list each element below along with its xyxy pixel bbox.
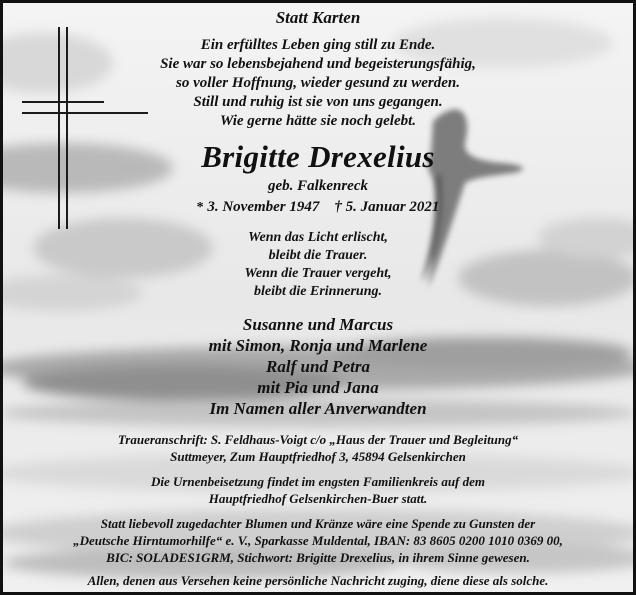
poem-mid-line-1: Wenn das Licht erlischt, [248,230,388,245]
burial-line-1: Die Urnenbeisetzung findet im engsten Familienkreis auf dem [150,474,486,489]
mourner-line-4: mit Pia und Jana [257,378,379,397]
mourner-line-3: Ralf und Petra [266,357,370,376]
mourner-line-5: Im Namen aller Anverwandten [209,399,427,418]
poem-mid-line-2: bleibt die Trauer. [268,248,368,263]
birth-date: 3. November 1947 [207,199,320,215]
death-date: 5. Januar 2021 [345,199,440,215]
header-statt-karten: Statt Karten [275,8,361,27]
donation-line-3: BIC: SOLADES1GRM, Stichwort: Brigitte Drexelius, in ihrem Sinne gewesen. [106,550,530,565]
donation-line-2: „Deutsche Hirntumorhilfe“ e. V., Sparkasse Muldental, IBAN: 83 8605 0200 1010 0369 00, [73,533,563,548]
burial-line-2: Hauptfriedhof Gelsenkirchen-Buer statt. [208,491,428,506]
deceased-name: Brigitte Drexelius [201,139,435,174]
maiden-name: geb. Falkenreck [268,178,368,194]
poem-mid-line-3: Wenn die Trauer vergeht, [244,266,392,281]
mourner-line-2: mit Simon, Ronja und Marlene [208,336,428,355]
address-line-2: Suttmeyer, Zum Hauptfriedhof 3, 45894 Gelsenkirchen [170,449,466,464]
birth-star-icon: * [196,200,204,215]
poem-mid-line-4: bleibt die Erinnerung. [254,284,382,299]
mourner-line-1: Susanne und Marcus [242,315,394,334]
death-cross-icon: † [334,199,342,215]
poem-top-line-3: so voller Hoffnung, wieder gesund zu werden. [176,75,460,91]
poem-top-line-1: Ein erfülltes Leben ging still zu Ende. [200,37,436,53]
life-dates [3,198,633,217]
address-line-1: Traueranschrift: S. Feldhaus-Voigt c/o „Haus der Trauer und Begleitung“ [117,432,519,447]
poem-top-line-5: Wie gerne hätte sie noch gelebt. [219,113,417,129]
poem-top-line-2: Sie war so lebensbejahend und begeisterungsfähig, [160,56,476,72]
poem-top-line-4: Still und ruhig ist sie von uns gegangen. [193,94,443,110]
footer-note: Allen, denen aus Versehen keine persönliche Nachricht zuging, diene diese als solche. [87,573,549,588]
donation-line-1: Statt liebevoll zugedachter Blumen und Kränze wäre eine Spende zu Gunsten der [100,516,536,531]
